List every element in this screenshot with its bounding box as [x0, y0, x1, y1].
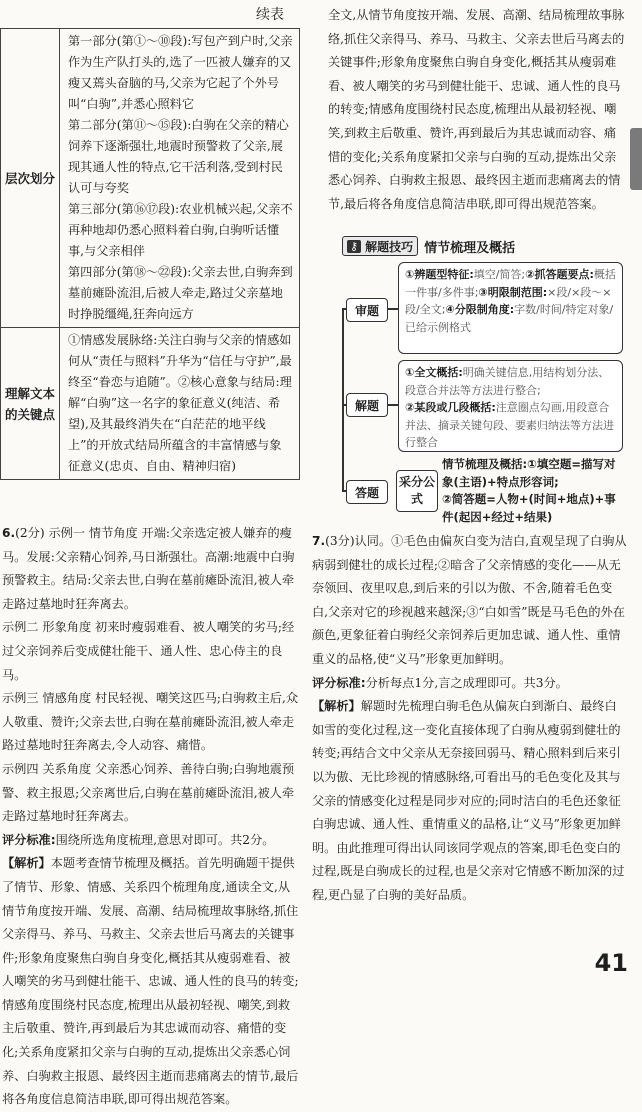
tips-badge-label: 解题技巧 — [365, 239, 414, 254]
stage-review-box: ①辨题型特征:填空/简答;②抓答题要点:概括一件事/多件事;③明限制范围:×段/×段～×段/全文;④分限制角度:字数/时间/特定对象/已给示例格式 — [398, 262, 623, 354]
table-row — [1, 29, 300, 328]
key-icon: ⚷ — [347, 240, 361, 253]
question-number: 7. — [312, 534, 326, 548]
stage-answer: 答题 — [346, 480, 388, 504]
part-2: 第二部分(第⑪～⑮段):白驹在父亲的精心饲养下逐渐强壮,地震时预警救了父亲,展现其通人性的特点,它干活利落,受到村民认可与夸奖 — [68, 118, 289, 195]
section-tab — [630, 128, 642, 190]
continued-label: 续表 — [256, 7, 284, 23]
example-4: 示例四 关系角度 父亲悉心饲养、善待白驹;白驹地震预警、救主报恩;父亲离世后,白驹在墓前瘫卧流泪,被人牵走路过墓地时狂奔离去。 — [2, 761, 295, 824]
scoring-label: 评分标准: — [2, 832, 56, 847]
example-1: 示例一 情节角度 开端:父亲选定被人嫌弃的瘦马。发展:父亲精心饲养,马日渐强壮。高潮:地震中白驹预警救主。结局:父亲去世,白驹在墓前瘫卧流泪,被人牵走路过墓地时狂奔离去。 — [2, 526, 295, 611]
stage-review: 审题 — [346, 298, 388, 322]
example-3: 示例三 情感角度 村民轻视、嘲笑这匹马;白驹救主后,众人敬重、赞许;父亲去世,白驹在墓前瘫卧流泪,被人牵走路过墓地时狂奔离去,令人动容、痛惜。 — [2, 691, 299, 753]
key-points: ①情感发展脉络:关注白驹与父亲的情感如何从“责任与照料”升华为“信任与守护”,最终至“眷恋与追随”。②核心意象与结局:理解“白驹”这一名字的象征意义(纯洁、希望),及其最终消失在“白茫茫的地平线上”的开放式结局所蕴含的丰富情感与象征意义(忠贞、自由、精神归宿) — [68, 333, 292, 473]
part-3: 第三部分(第⑯⑰段):农业机械兴起,父亲不再种地却仍悉心照料着白驹,白驹听话懂事,与父亲相伴 — [68, 202, 293, 258]
analysis-label: 【解析】 — [2, 856, 51, 871]
connector-line — [342, 308, 344, 490]
stage-solve-box: ①全文概括:明确关键信息,用结构划分法、段意合并法等方法进行整合; ②某段或几段概括:注意圈点勾画,用段意合并法、摘录关键句段、要素归纳法等方法进行整合 — [398, 360, 623, 452]
tips-header — [342, 236, 515, 256]
analysis-label: 【解析】 — [312, 699, 361, 714]
part-4: 第四部分(第⑱～㉒段):父亲去世,白驹奔到墓前瘫卧流泪,后被人牵走,路过父亲墓地时挣脱缰绳,狂奔向远方 — [68, 265, 293, 321]
analysis-text: 本题考查情节梳理及概括。首先明确题干提供了情节、形象、情感、关系四个梳理角度,通读全文,从情节角度按开端、发展、高潮、结局梳理故事脉络,抓住父亲得马、养马、马救主、父亲去世后马离去的关键事件;形象角度聚焦白驹自身变化,概括其从瘦弱难看、被人嘲笑的劣马到健壮能干、忠诚、通人性的良马的转变;情感角度围绕村民态度,梳理出从最初轻视、嘲笑,到救主后敬重、赞许,再到最后为其忠诚而动容、痛惜的变化;关系角度紧扣父亲与白驹的互动,提炼出父亲悉心饲养、白驹救主报恩、最终因主逝而悲痛离去的情节,最后将各角度信息简洁串联,即可得出规范答案。 — [2, 856, 299, 1107]
outline-table — [0, 28, 300, 480]
question-score: (2分) — [15, 526, 45, 540]
q6-analysis-continued — [328, 4, 626, 230]
scoring-text: 分析每点1分,言之成理即可。共3分。 — [365, 675, 568, 690]
tips-title: 情节梳理及概括 — [424, 240, 516, 256]
part-1: 第一部分(第①～⑩段):写包产到户时,父亲作为生产队打头的,选了一匹被人嫌弃的又瘦又蔫头奋脑的马,父亲为它起了个外号叫“白驹”,并悉心照料它 — [68, 34, 293, 111]
question-number: 6. — [2, 526, 16, 540]
analysis-text: 解题时先梳理白驹毛色从偏灰白到渐白、最终白如雪的变化过程,这一变化直接体现了白驹从瘦弱到健壮的转变;再结合文中父亲从无奈接回弱马、精心照料到后来引以为傲、无比珍视的情感脉络,可看出马的毛色变化及其与父亲的情感变化过程是同步对应的;同时洁白的毛色还象征白驹忠诚、通人性、重情重义的品格,让“义马”形象更加鲜明。由此推理可得出认同该同学观点的答案,即毛色变白的过程,既是白驹成长的过程,也是父亲对它情感不断加深的过程,更凸显了白驹的美好品质。 — [312, 699, 625, 902]
question-6 — [2, 522, 302, 1112]
table-row — [1, 328, 300, 480]
formula-label: 采分公式 — [396, 470, 438, 512]
tips-diagram — [338, 260, 628, 530]
stage-solve: 解题 — [346, 393, 388, 417]
question-7 — [312, 530, 628, 908]
analysis-continued-text: 全文,从情节角度按开端、发展、高潮、结局梳理故事脉络,抓住父亲得马、养马、马救主、父亲去世后马离去的关键事件;形象角度聚焦白驹自身变化,概括其从瘦弱难看、被人嘲笑的劣马到健壮能干、忠诚、通人性的良马的转变;情感角度围绕村民态度,梳理出从最初轻视、嘲笑,到救主后敬重、赞许,再到最后为其忠诚而动容、痛惜的变化;关系角度紧扣父亲与白驹的互动,提炼出父亲悉心饲养、白驹救主报恩、最终因主逝而悲痛离去的情节,最后将各角度信息简洁串联,即可得出规范答案。 — [328, 8, 625, 211]
page-number: 41 — [594, 949, 628, 977]
row-value — [60, 29, 300, 328]
row-value — [60, 328, 300, 480]
tips-badge — [342, 236, 418, 256]
question-score: (3分) — [325, 534, 355, 548]
scoring-label: 评分标准: — [312, 675, 366, 690]
example-2: 示例二 形象角度 初来时瘦弱难看、被人嘲笑的劣马;经过父亲饲养后变成健壮能干、通人性、忠心侍主的良马。 — [2, 620, 295, 682]
formula-text: 情节梳理及概括:①填空题=描写对象(主语)+特点形容词; ②简答题=人物+(时间+地点)+事件(起因+经过+结果) — [442, 457, 616, 524]
answer-text: 认同。①毛色由偏灰白变为洁白,直观呈现了白驹从病弱到健壮的成长过程;②暗含了父亲情感的变化——从无奈领回、夜里叹息,到后来的引以为傲、不舍,随着毛色变白,父亲对它的珍视越来越深;③“白如雪”既是马毛色的外在颜色,更象征着白驹经父亲饲养后更加忠诚、通人性、重情重义的品格,使“义马”形象更加鲜明。 — [312, 534, 627, 666]
row-key: 理解文本的关键点 — [1, 328, 60, 480]
row-key: 层次划分 — [1, 29, 60, 328]
scoring-text: 围绕所选角度梳理,意思对即可。共2分。 — [55, 832, 275, 847]
